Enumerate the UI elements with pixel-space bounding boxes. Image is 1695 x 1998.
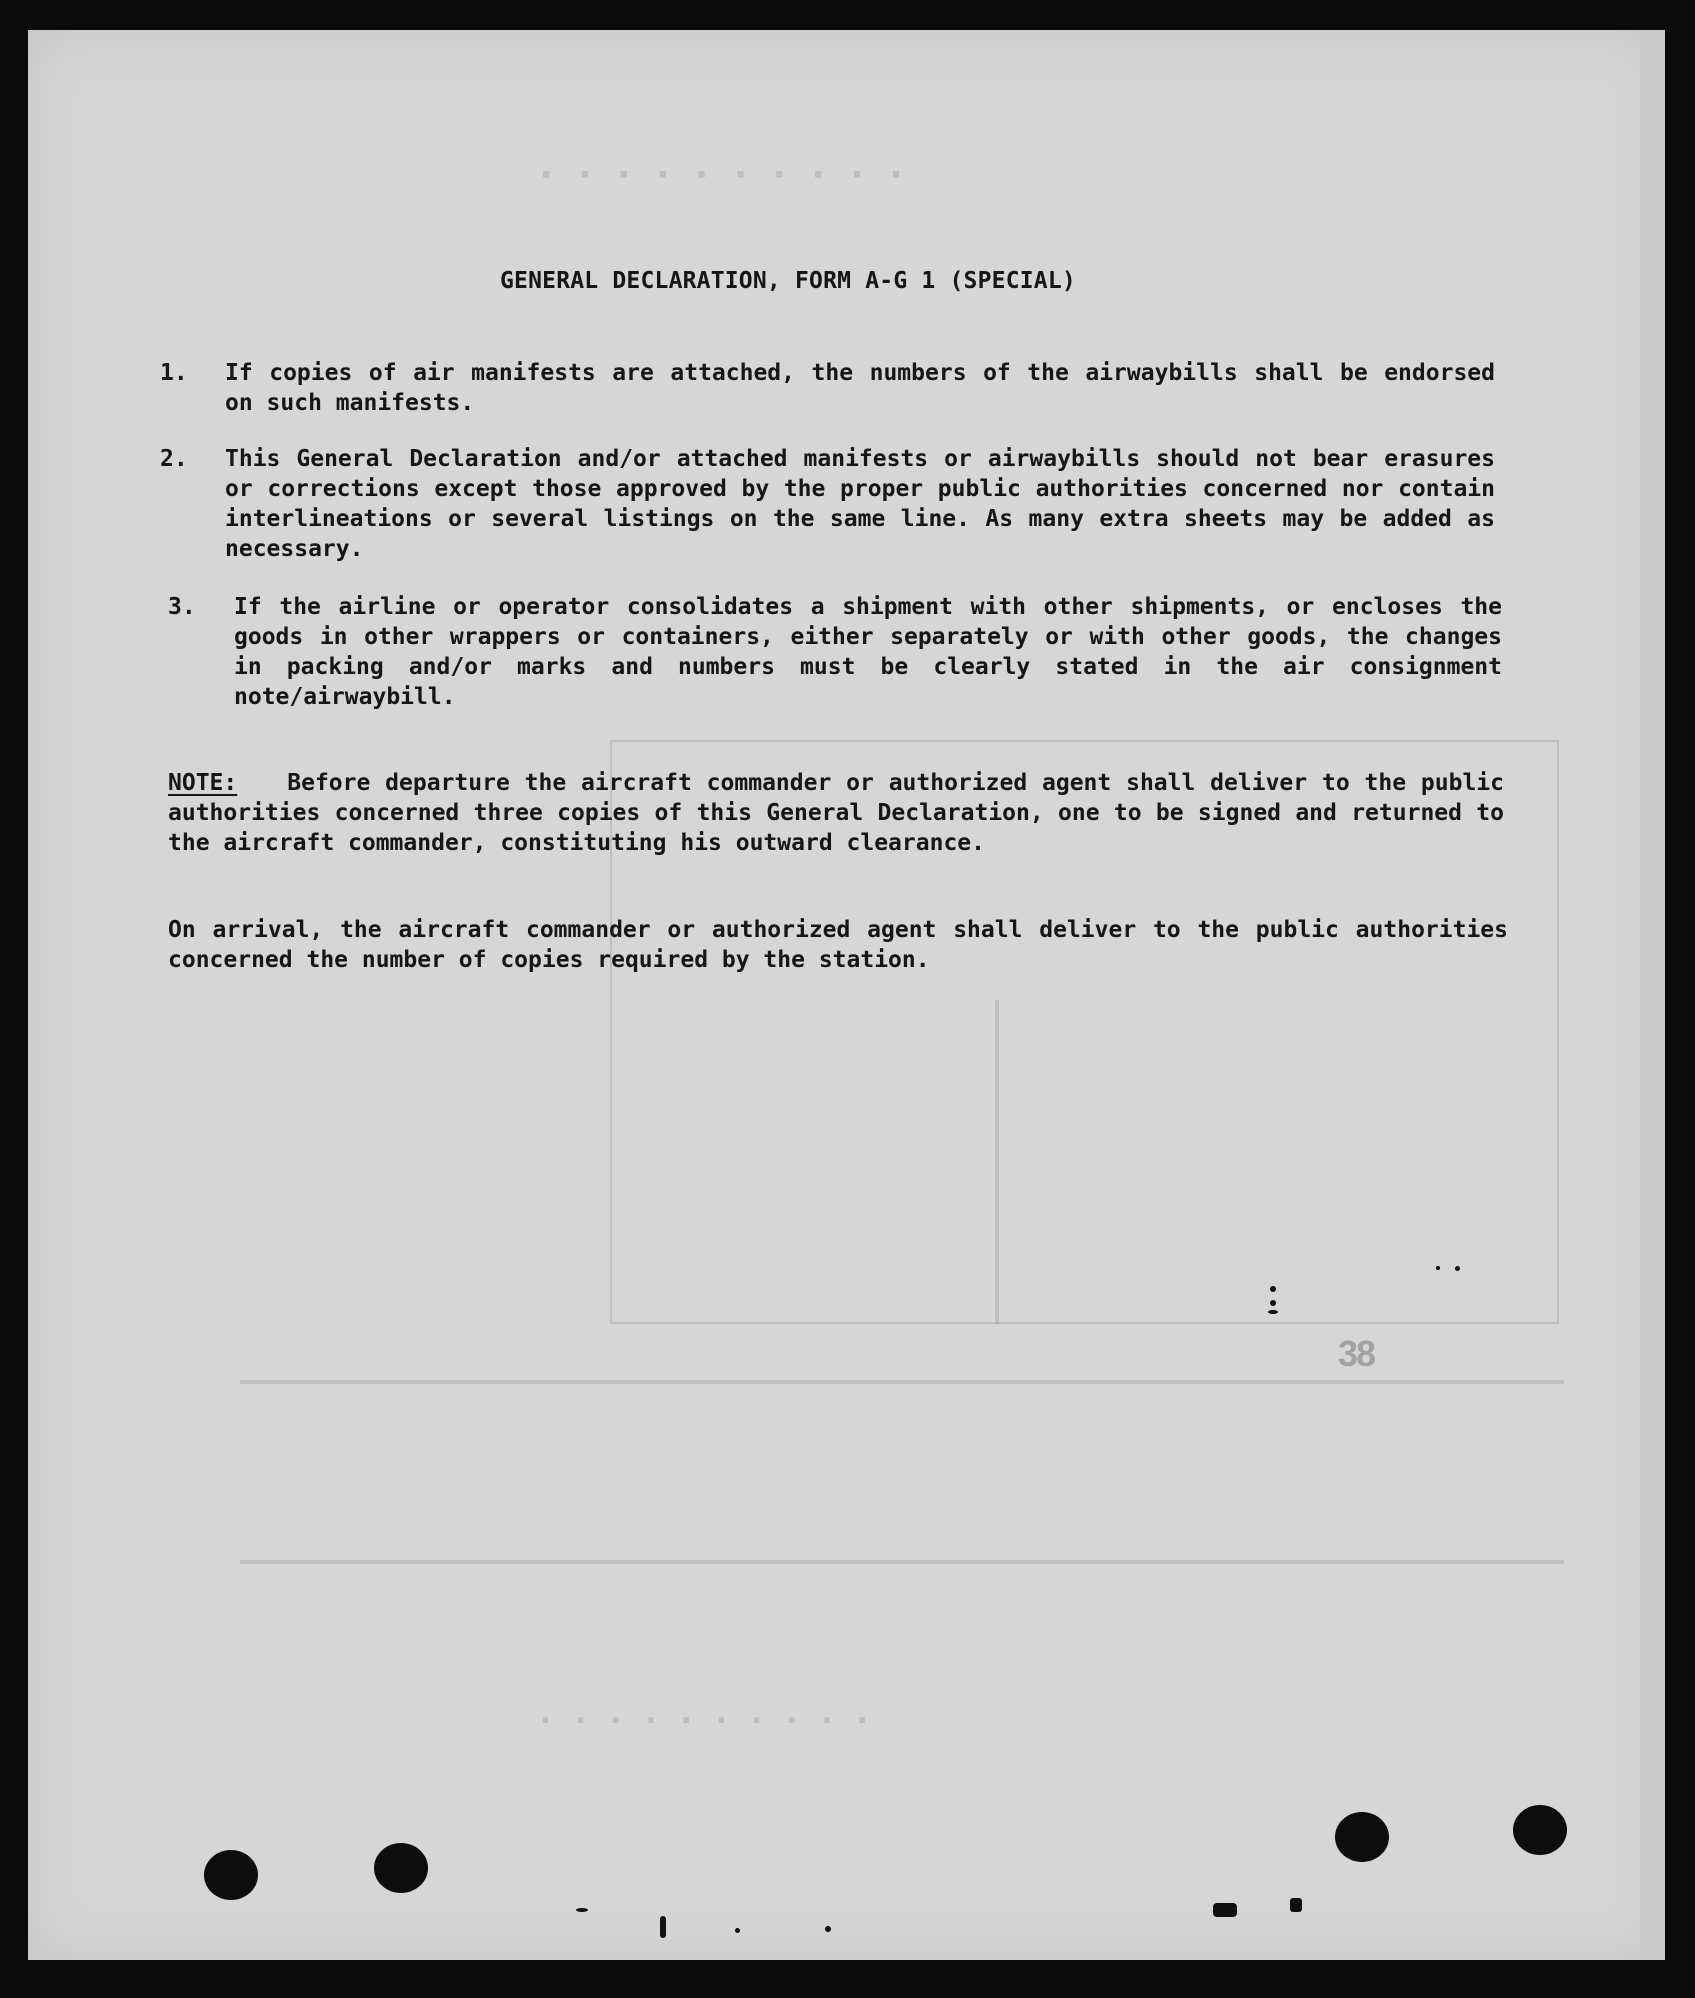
ink-speck <box>825 1926 831 1932</box>
ink-speck <box>1436 1266 1440 1270</box>
list-item-number: 1. <box>160 360 188 386</box>
ink-speck <box>1213 1903 1237 1917</box>
ink-speck <box>1270 1300 1276 1306</box>
list-item-text: If copies of air manifests are attached, the numbers of the airwaybills shall be endorsed on such manifests. <box>225 360 1495 416</box>
ink-speck <box>1290 1898 1302 1912</box>
note-text: Before departure the aircraft commander or authorized agent shall deliver to the public authorities concerned three copies of this General Declaration, one to be signed and returned to the aircraft commander, constituting his outward clearance. <box>168 770 1504 856</box>
arrival-text: On arrival, the aircraft commander or authorized agent shall deliver to the public authorities concerned the number of copies required by the station. <box>168 917 1508 973</box>
punch-hole <box>204 1850 258 1900</box>
punch-hole <box>1513 1805 1567 1855</box>
note-paragraph <box>168 768 1504 858</box>
ink-speck <box>735 1928 740 1933</box>
punch-hole <box>374 1843 428 1893</box>
list-item-text: If the airline or operator consolidates a shipment with other shipments, or encloses the goods in other wrappers or containers, either separately or with other goods, the changes in packing and/or marks and numbers must be clearly stated in the air consignment note/airwaybill. <box>234 594 1502 710</box>
ink-speck <box>660 1916 666 1938</box>
page-title: GENERAL DECLARATION, FORM A-G 1 (SPECIAL) <box>500 268 1076 294</box>
ink-speck <box>1270 1286 1276 1292</box>
ink-speck <box>1268 1310 1278 1314</box>
note-label: NOTE: <box>168 770 238 796</box>
list-item-text: This General Declaration and/or attached manifests or airwaybills should not bear erasures or corrections except those approved by the proper public authorities concerned nor contain interlineations or several listings on the same line. As many extra sheets may be added as necessary. <box>225 446 1495 562</box>
document-page <box>28 30 1663 1960</box>
arrival-paragraph <box>168 915 1508 975</box>
stamp-mark: 38 <box>1338 1333 1375 1374</box>
list-item-number: 3. <box>168 594 196 620</box>
page-edge <box>1640 30 1665 1960</box>
bleed-through-heading: · · · · · · · · · · <box>540 150 911 199</box>
list-item-number: 2. <box>160 446 188 472</box>
ink-speck <box>576 1908 588 1912</box>
bleed-through-footer: · · · · · · · · · · <box>540 1700 876 1742</box>
punch-hole <box>1335 1812 1389 1862</box>
ink-speck <box>1455 1266 1460 1271</box>
